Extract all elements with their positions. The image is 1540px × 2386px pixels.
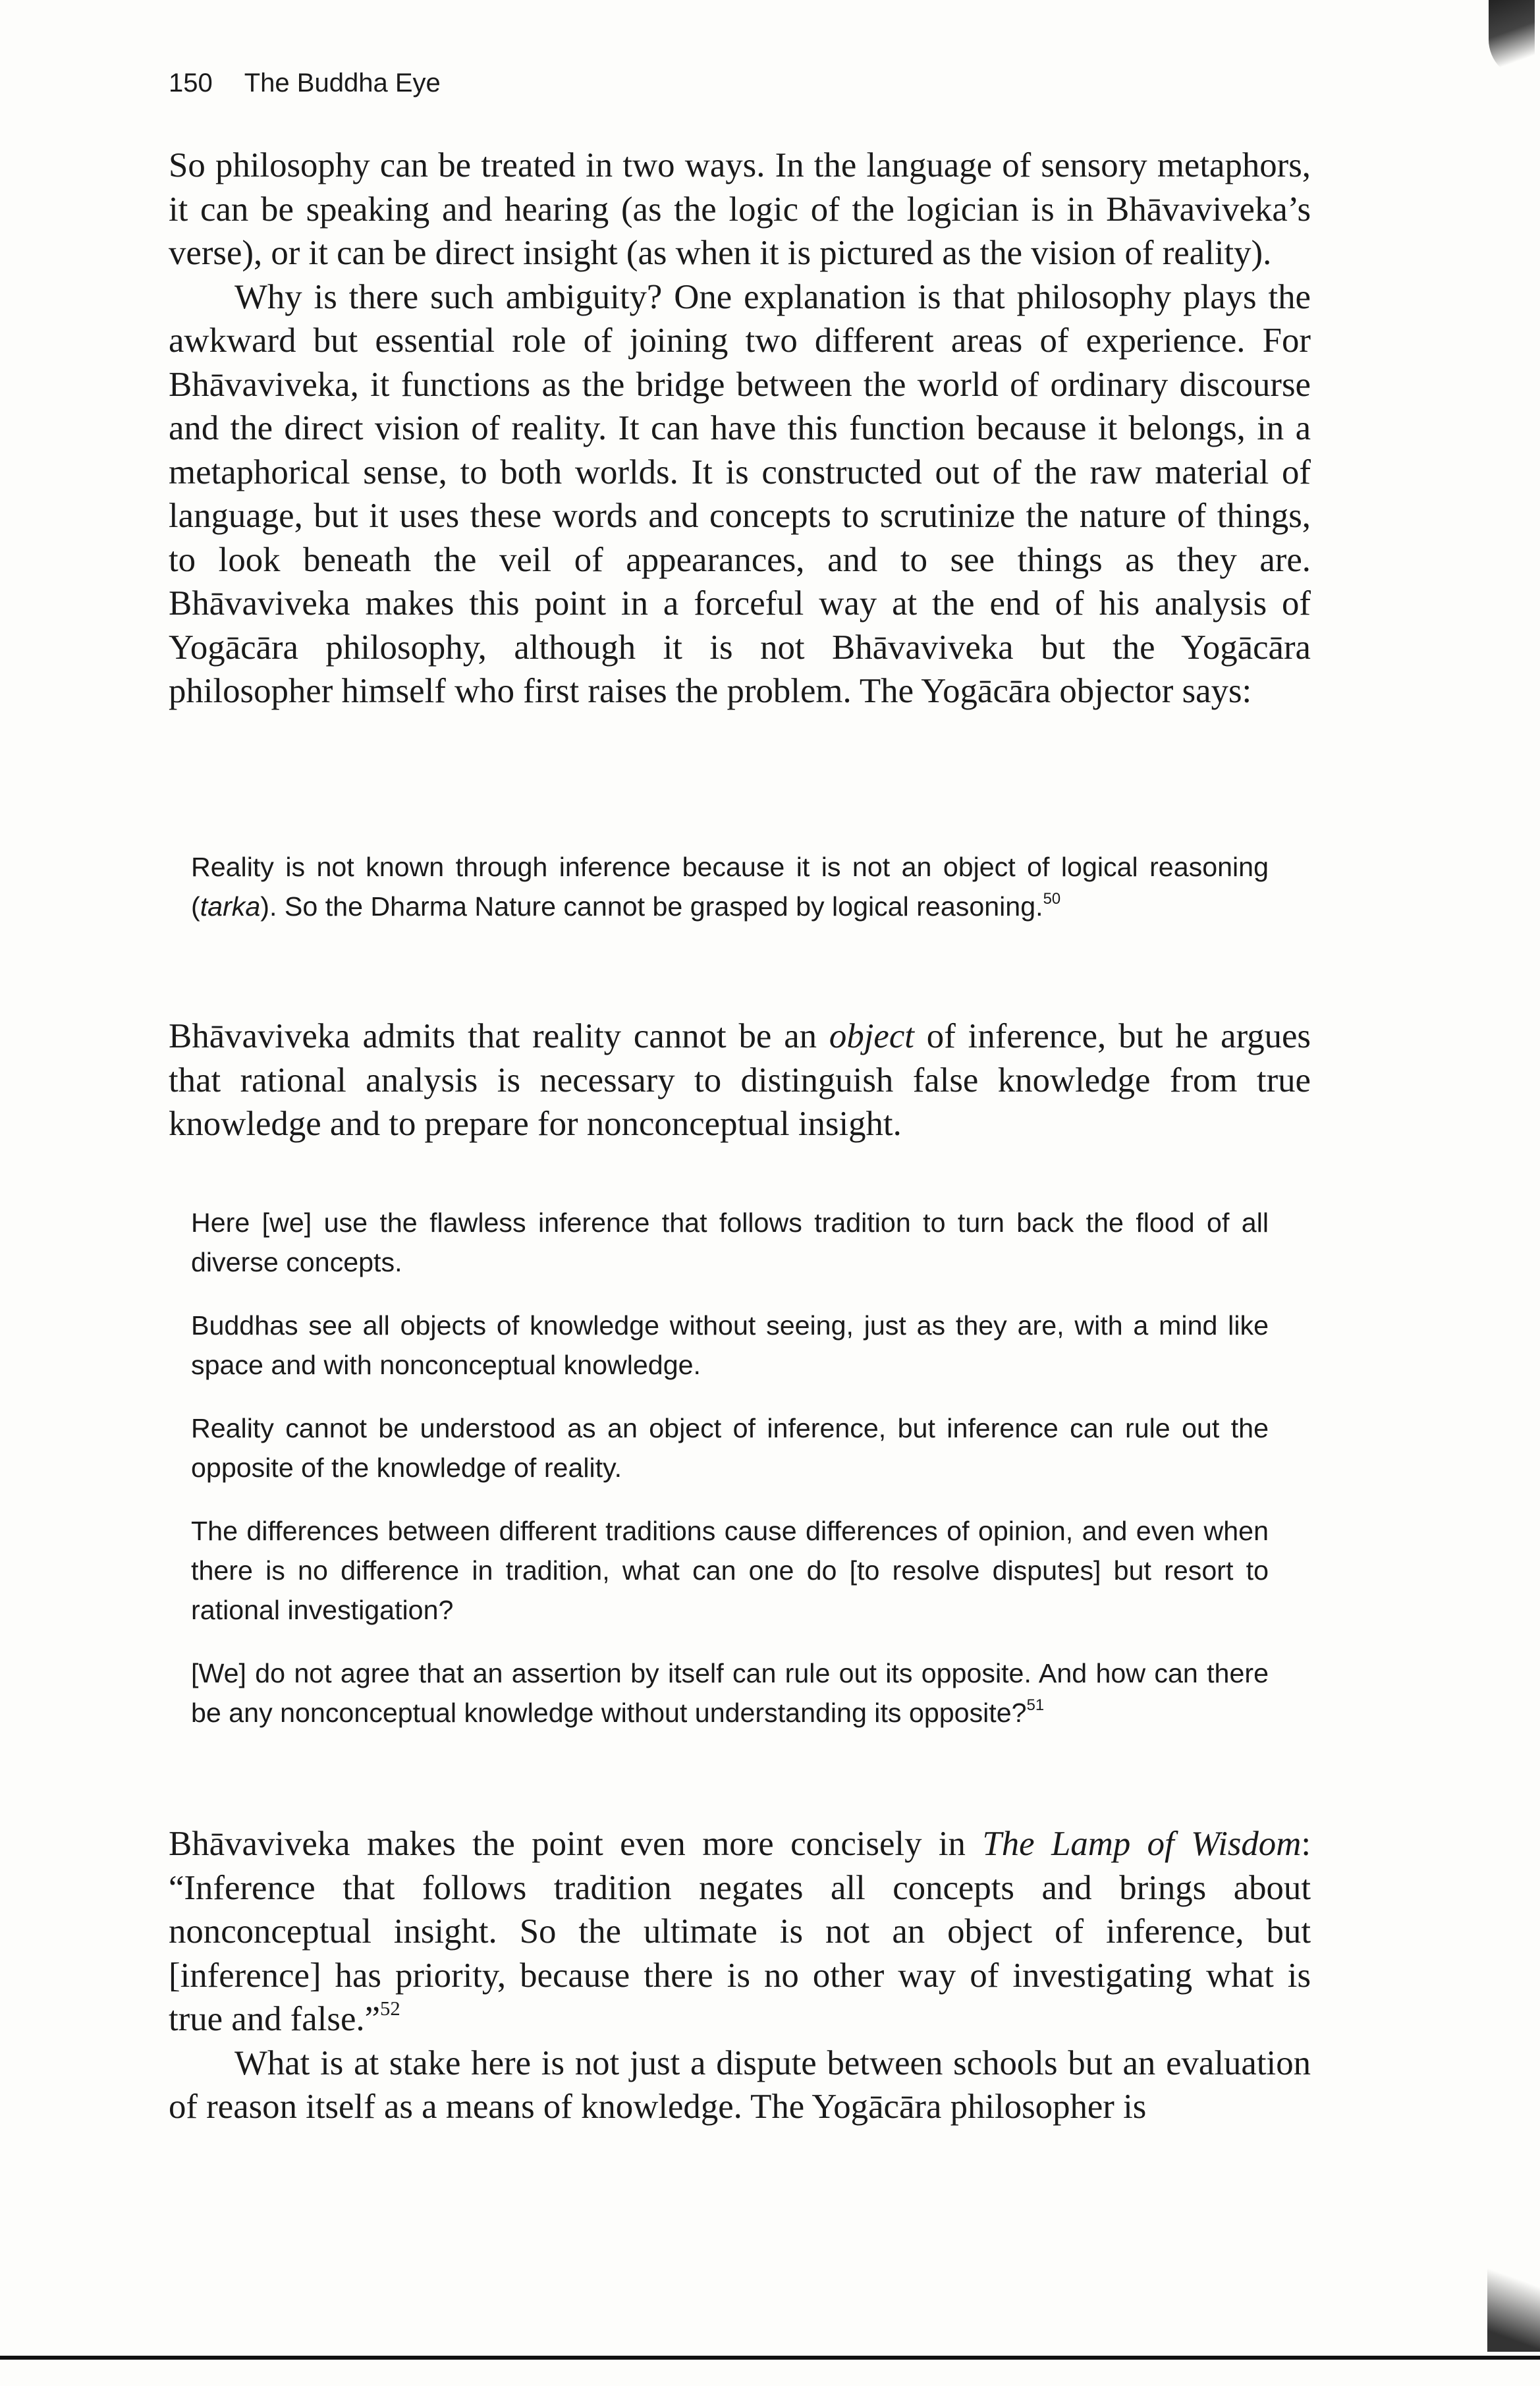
paragraph-text: Bhāvaviveka admits that reality cannot be an: [169, 1017, 829, 1055]
scan-edge-shadow-bottom: [1487, 2266, 1540, 2352]
sanskrit-term: tarka: [200, 891, 261, 922]
paragraph: [169, 1014, 1311, 1146]
quote-stanza: The differences between different traditions cause differences of opinion, and even when there is no difference in tradition, what can one do [to resolve disputes] but resort to rational investigation?: [191, 1516, 1269, 1625]
quote-stanza: Here [we] use the flawless inference that follows tradition to turn back the flood of all diverse concepts.: [191, 1207, 1269, 1277]
footnote-ref: 50: [1043, 890, 1061, 908]
paragraph-text: of inference, but he argues that rational analysis is necessary to distinguish false knowledge from true knowledge and to prepare for nonconceptual insight.: [169, 1017, 1311, 1143]
body-text-bottom: [169, 1822, 1311, 2129]
paragraph: [169, 1822, 1311, 2041]
paragraph: So philosophy can be treated in two ways. In the language of sensory metaphors, it can be speaking and hearing (as the logic of the logician is in Bhāvaviveka’s verse), or it can be direct insight (as when it is pictured as the vision of reality).: [169, 146, 1311, 272]
page-number: 150: [169, 69, 213, 97]
block-quote-bhavaviveka: [191, 1203, 1269, 1733]
quote-stanza: [191, 1653, 1269, 1733]
emphasis: object: [829, 1017, 914, 1055]
quote-text: ). So the Dharma Nature cannot be grasped by logical reasoning.: [260, 891, 1043, 922]
body-text-top: [169, 144, 1311, 713]
paragraph: What is at stake here is not just a dispute between schools but an evaluation of reason itself as a means of knowledge. The Yogācāra philosopher is: [169, 2043, 1311, 2126]
quote-paragraph: [191, 847, 1269, 926]
body-text-middle: [169, 1014, 1311, 1146]
block-quote-yogacara: [191, 847, 1269, 926]
quote-text: [We] do not agree that an assertion by itself can rule out its opposite. And how can there be any nonconceptual knowledge without understanding its opposite?: [191, 1658, 1269, 1728]
paragraph: Why is there such ambiguity? One explanation is that philosophy plays the awkward but essential role of joining two different areas of experience. For Bhāvaviveka, it functions as the bridge between the world of ordinary discourse and the direct vision of reality. It can have this function because it belongs, in a metaphorical sense, to both worlds. It is constructed out of the raw material of language, but it uses these words and concepts to scrutinize the nature of things, to look beneath the veil of appearances, and to see things as they are. Bhāvaviveka makes this point in a forceful way at the end of his analysis of Yogācāra philosophy, although it is not Bhāvaviveka but the Yogācāra philosopher himself who first raises the problem. The Yogācāra objector says:: [169, 277, 1311, 710]
scan-edge-shadow-top: [1489, 0, 1535, 79]
book-title: The Lamp of Wisdom: [982, 1825, 1302, 1863]
scan-bottom-edge: [0, 2356, 1540, 2360]
quote-text: Reality is not known through inference because it is not an object of logical reasoning (: [191, 852, 1269, 922]
paragraph-text: : “Inference that follows tradition negates all concepts and brings about nonconceptual insight. So the ultimate is not an object of inference, but [inference] has priority, because there is no other way of investigating what is true and false.”: [169, 1825, 1311, 2038]
quote-stanza: Reality cannot be understood as an object of inference, but inference can rule out the opposite of the knowledge of reality.: [191, 1413, 1269, 1483]
quote-stanza: Buddhas see all objects of knowledge without seeing, just as they are, with a mind like space and with nonconceptual knowledge.: [191, 1310, 1269, 1380]
footnote-ref: 51: [1026, 1696, 1045, 1715]
footnote-ref: 52: [380, 1997, 400, 2020]
paragraph-text: Bhāvaviveka makes the point even more concisely in: [169, 1825, 983, 1863]
running-title: The Buddha Eye: [244, 69, 441, 97]
running-head: [169, 69, 441, 98]
